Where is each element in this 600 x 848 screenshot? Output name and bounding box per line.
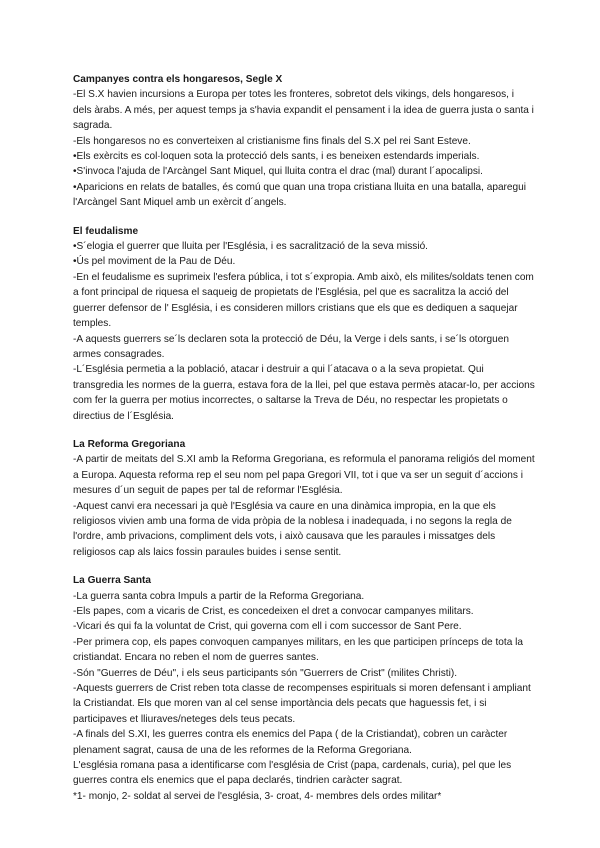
section-heading: La Guerra Santa — [73, 575, 151, 587]
paragraph: -Els papes, com a vicaris de Crist, es concedeixen el dret a convocar campanyes militars. — [73, 606, 474, 617]
paragraph: -L´Església permetia a la població, atacar i destruir a qui l´atacava o a la seva propietat. Qui transgredia les normes de la guerra, estava fora de la llei, pel que estava permès atacar-lo, per accions com fer la guerra per motius incorrectes, o saltarse la Treva de Déu, no respectar les propietats o directius de l´Església. — [73, 364, 535, 422]
paragraph: L'església romana pasa a identificarse com l'església de Crist (papa, cardenals, curia), pel que les guerres contra els enemics que el papa declarés, tindrien caràcter sagrat. — [73, 760, 512, 787]
paragraph: -Per primera cop, els papes convoquen campanyes militars, en les que participen prínceps de tota la cristiandat. Encara no reben el nom de guerres santes. — [73, 636, 523, 664]
paragraph: -A partir de meitats del S.XI amb la Reforma Gregoriana, es reformula el panorama religiós del moment a Europa. Aquesta reforma rep el seu nom pel papa Gregori VII, tot i que va ser un seguit d´accions i mesures d´un seguit de papes per tal de reformar l'Església. — [73, 454, 535, 497]
paragraph: -Els hongaresos no es converteixen al cristianisme fins finals del S.X pel rei Sant Esteve. — [73, 135, 471, 147]
paragraph: -El S.X havien incursions a Europa per totes les fronteres, sobretot dels vikings, dels hongaresos, i dels àrabs. A més, per aquest temps ja s'havia expandit el pensament i la idea de guerra justa o santa i sagrada. — [73, 89, 534, 132]
section-heading: Campanyes contra els hongaresos, Segle X — [73, 74, 283, 85]
paragraph: •Aparicions en relats de batalles, és comú que quan una tropa cristiana lluita en una batalla, aparegui l'Arcàngel Sant Miquel amb un exèrcit d´angels. — [73, 181, 526, 209]
paragraph: •S'invoca l'ajuda de l'Arcàngel Sant Miquel, qui lluita contra el drac (mal) durant l´apocalipsi. — [73, 166, 483, 178]
paragraph: •Ús pel moviment de la Pau de Déu. — [73, 256, 236, 268]
document-body — [73, 72, 535, 804]
paragraph: •Els exèrcits es col·loquen sota la protecció dels sants, i es beneixen estendards imperials. — [73, 151, 480, 163]
section-feudalism — [73, 224, 535, 424]
section-holy-war — [73, 573, 535, 804]
paragraph: •S´elogia el guerrer que lluita per l'Església, i es sacralització de la seva missió. — [73, 241, 428, 253]
footnote: *1- monjo, 2- soldat al servei de l'església, 3- croat, 4- membres dels ordes militar* — [73, 790, 442, 802]
section-heading: La Reforma Gregoriana — [73, 438, 186, 450]
section-hungarian-campaigns — [73, 72, 535, 211]
paragraph: -A finals del S.XI, les guerres contra els enemics del Papa ( de la Cristiandat), cobren un caràcter plenament sagrat, causa de una de les reformes de la Reforma Gregoriana. — [73, 729, 508, 756]
paragraph: -Aquests guerrers de Crist reben tota classe de recompenses espirituals si moren defensant i ampliant la Cristiandat. Els que moren van al cel sense importància dels pecats que haguessis fet, i si participaves et lliuraves/neteges dels teus pecats. — [73, 683, 531, 725]
section-heading: El feudalisme — [73, 225, 139, 237]
paragraph: -La guerra santa cobra Impuls a partir de la Reforma Gregoriana. — [73, 590, 365, 602]
paragraph: -En el feudalisme es suprimeix l'esfera pública, i tot s´expropia. Amb això, els milites/soldats tenen com a font principal de riquesa el saqueig de propietats de l'Església, pel que es sacralitza la acció del guerrer defensor de l' Església, i es consideren millors cristians que els que es dediquen a saquejar temples. — [73, 271, 534, 330]
paragraph: -Vicari és qui fa la voluntat de Crist, qui governa com ell i com successor de Sant Pere. — [73, 621, 462, 633]
paragraph: -A aquests guerrers se´ls declaren sota la protecció de Déu, la Verge i dels sants, i se´ls otorguen armes consagrades. — [73, 333, 509, 360]
section-gregorian-reform — [73, 437, 535, 560]
paragraph: -Són "Guerres de Déu", i els seus participants són "Guerrers de Crist" (milites Christi). — [73, 667, 458, 679]
paragraph: -Aquest canvi era necessari ja què l'Església va caure en una dinàmica impropia, en la que els religiosos vivien amb una forma de vida pròpia de la noblesa i inadequada, i no segons la regla de l'ordre, amb privacions, compliment dels vots, i això causava que les paraules i missatges dels religiosos cap als laics fossin paraules buides i sense sentit. — [73, 500, 512, 558]
